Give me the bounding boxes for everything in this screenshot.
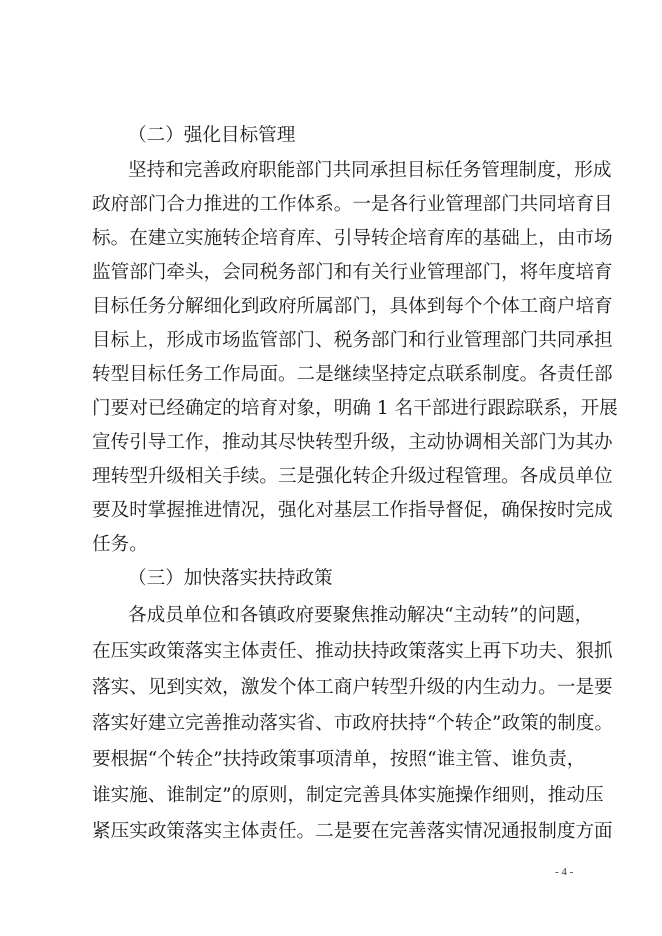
paragraph-line: 坚持和完善政府职能部门共同承担目标任务管理制度，形成 [128, 160, 612, 181]
paragraph-line: 紧压实政策落实主体责任。二是要在完善落实情况通报制度方面 [92, 821, 613, 842]
paragraph-line: 落实、见到实效，激发个体工商户转型升级的内生动力。一是要 [92, 677, 613, 698]
paragraph-line: 各成员单位和各镇政府要聚焦推动解决“主动转”的问题， [128, 605, 594, 626]
page-number: - 4 - [555, 866, 574, 878]
paragraph-line: 标。在建立实施转企培育库、引导转企培育库的基础上，由市场 [92, 228, 613, 249]
paragraph-line: 落实好建立完善推动落实省、市政府扶持“个转企”政策的制度。 [92, 713, 614, 734]
paragraph-line: 转型目标任务工作局面。二是继续坚持定点联系制度。各责任部 [92, 364, 613, 385]
paragraph-line: 谁实施、谁制定”的原则，制定完善具体实施操作细则，推动压 [92, 785, 604, 806]
paragraph-line: 监管部门牵头，会同税务部门和有关行业管理部门，将年度培育 [92, 262, 613, 283]
paragraph-line: 政府部门合力推进的工作体系。一是各行业管理部门共同培育目 [92, 194, 613, 215]
paragraph-line: 门要对已经确定的培育对象，明确 1 名干部进行跟踪联系，开展 [92, 398, 618, 419]
paragraph-line: 目标任务分解细化到政府所属部门，具体到每个个体工商户培育 [92, 296, 613, 317]
paragraph-line: 理转型升级相关手续。三是强化转企升级过程管理。各成员单位 [92, 466, 613, 487]
section-heading-2: （二）强化目标管理 [128, 125, 296, 146]
paragraph-line: 宣传引导工作，推动其尽快转型升级，主动协调相关部门为其办 [92, 432, 613, 453]
paragraph-line: 任务。 [92, 534, 148, 555]
paragraph-line: 要及时掌握推进情况，强化对基层工作指导督促，确保按时完成 [92, 500, 613, 521]
paragraph-line: 在压实政策落实主体责任、推动扶持政策落实上再下功夫、狠抓 [92, 641, 613, 662]
section-heading-3: （三）加快落实扶持政策 [128, 568, 333, 589]
paragraph-line: 要根据“个转企”扶持政策事项清单，按照“谁主管、谁负责， [92, 749, 586, 770]
paragraph-line: 目标上，形成市场监管部门、税务部门和行业管理部门共同承担 [92, 330, 613, 351]
